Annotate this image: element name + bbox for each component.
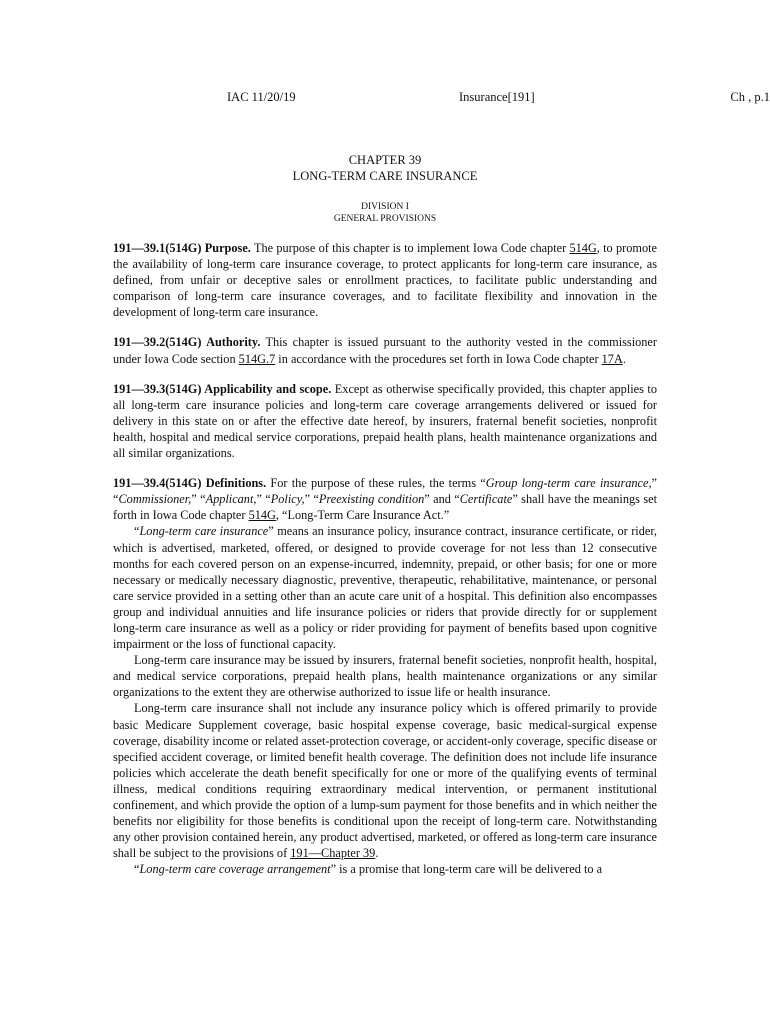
rule-text: , “Long-Term Care Insurance Act.” <box>275 508 450 523</box>
header-page-number: Ch , p.1 <box>730 90 770 104</box>
rule-text: For the purpose of these rules, the terms “ <box>266 476 486 491</box>
chapter-title: LONG-TERM CARE INSURANCE <box>292 169 478 183</box>
rule-heading-definitions: 191—39.4(514G) Definitions. <box>113 476 267 491</box>
rule-text: Except as otherwise specifically provided, this chapter applies to all long-term care insurance policies and long-term care coverage arrangements delivered or issued for delivery in this state on or after the effective date hereof, by insurers, fraternal benefit societies, nonprofit health, hospital and medical service corporations, prepaid health plans, health maintenance organizations and all similar organizations. <box>113 381 657 461</box>
header-agency: Insurance[191] <box>459 90 535 104</box>
defined-term: Policy, <box>270 492 305 507</box>
rule-text: ” shall have the meanings set forth in Iowa Code chapter <box>113 492 657 523</box>
rule-text: ” “ <box>191 492 206 507</box>
rule-purpose <box>113 240 657 320</box>
defined-term: Certificate <box>459 492 513 507</box>
defined-term: Applicant, <box>205 492 257 507</box>
paragraph-ltci-issuers: Long-term care insurance may be issued by insurers, fraternal benefit societies, nonprofit health, hospital, and medical service corporations, prepaid health plans, health maintenance organizations or any similar organizations to the extent they are otherwise authorized to issue life or health insurance. <box>113 653 657 700</box>
rule-text: . <box>622 351 626 366</box>
paragraph-text: Long-term care insurance shall not include any insurance policy which is offered primarily to provide basic Medicare Supplement coverage, basic hospital expense coverage, basic medical-surgical expense coverage, disability income or related asset-protection coverage, or accident-only coverage, specific disease or specified accident coverage, or limited benefit health coverage. The definition does not include life insurance policies which accelerate the death benefit specifically for one or more of the qualifying events of terminal illness, medical conditions requiring extraordinary medical intervention, or permanent institutional confinement, and which provide the option of a lump-sum payment for those benefits and in which neither the benefits nor eligibility for those benefits is conditional upon the receipt of long-term care. Notwithstanding any other provision contained herein, any product advertised, marketed, or offered as long-term care insurance shall be subject to the provisions of <box>113 701 657 861</box>
code-link-514g[interactable]: 514G <box>248 508 276 523</box>
definition-text: ” is a promise that long-term care will be delivered to a <box>330 862 603 877</box>
rule-text: ” “ <box>256 492 271 507</box>
quote-mark: “ <box>134 862 140 877</box>
rule-text: in accordance with the procedures set forth in Iowa Code chapter <box>275 351 602 366</box>
definition-long-term-care-insurance <box>113 523 657 652</box>
defined-term: Group long-term care insurance, <box>485 476 652 491</box>
defined-term: Preexisting condition <box>318 492 425 507</box>
chapter-link-191-39[interactable]: 191—Chapter 39 <box>290 846 376 861</box>
defined-term: Long-term care coverage arrangement <box>139 862 331 877</box>
rule-heading-applicability: 191—39.3(514G) Applicability and scope. <box>113 381 332 396</box>
rule-applicability <box>113 381 657 461</box>
rule-text: ” “ <box>113 476 658 507</box>
division-number: DIVISION I <box>361 202 409 212</box>
quote-mark: “ <box>134 524 140 539</box>
rule-heading-authority: 191—39.2(514G) Authority. <box>113 335 261 350</box>
rule-heading-purpose: 191—39.1(514G) Purpose. <box>113 241 251 255</box>
code-link-514g[interactable]: 514G <box>569 241 597 255</box>
defined-term: Long-term care insurance <box>139 524 269 539</box>
rule-text: ” and “ <box>424 492 460 507</box>
chapter-heading <box>113 152 657 184</box>
rule-text: ” “ <box>304 492 319 507</box>
page-header <box>0 90 770 106</box>
document-body <box>113 240 657 877</box>
rule-definitions <box>113 475 657 523</box>
rule-text: This chapter is issued pursuant to the authority vested in the commissioner under Iowa Code section <box>113 335 657 366</box>
code-link-514g-7[interactable]: 514G.7 <box>238 351 276 366</box>
code-link-17a[interactable]: 17A <box>601 351 623 366</box>
definition-coverage-arrangement <box>113 861 657 877</box>
division-heading <box>113 201 657 225</box>
rule-text: , to promote the availability of long-term care insurance coverage, to protect applicants for long-term care insurance, as defined, from unfair or deceptive sales or enrollment practices, to facilitate public understanding and comparison of long-term care insurance coverages, and to facilitate flexibility and innovation in the development of long-term care insurance. <box>113 241 657 320</box>
rule-text: The purpose of this chapter is to implement Iowa Code chapter <box>250 241 570 255</box>
division-title: GENERAL PROVISIONS <box>333 214 437 224</box>
paragraph-ltci-exclusions <box>113 700 657 861</box>
defined-term: Commissioner, <box>118 492 192 507</box>
definition-text: ” means an insurance policy, insurance contract, insurance certificate, or rider, which is advertised, marketed, offered, or designed to provide coverage for not less than 12 consecutive months for each covered person on an expense-incurred, indemnity, prepaid, or other basis; for one or more necessary or medically necessary diagnostic, preventive, therapeutic, rehabilitative, maintenance, or personal care service provided in a setting other than an acute care unit of a hospital. This definition also encompasses group and individual annuities and life insurance policies or riders that provide directly for or supplement long-term care insurance as well as a policy or rider providing for payment of benefits based upon cognitive impairment or the loss of functional capacity. <box>113 524 657 652</box>
paragraph-text: . <box>375 846 379 861</box>
header-date: IAC 11/20/19 <box>227 90 296 104</box>
rule-authority <box>113 334 657 366</box>
chapter-number: CHAPTER 39 <box>348 153 422 167</box>
